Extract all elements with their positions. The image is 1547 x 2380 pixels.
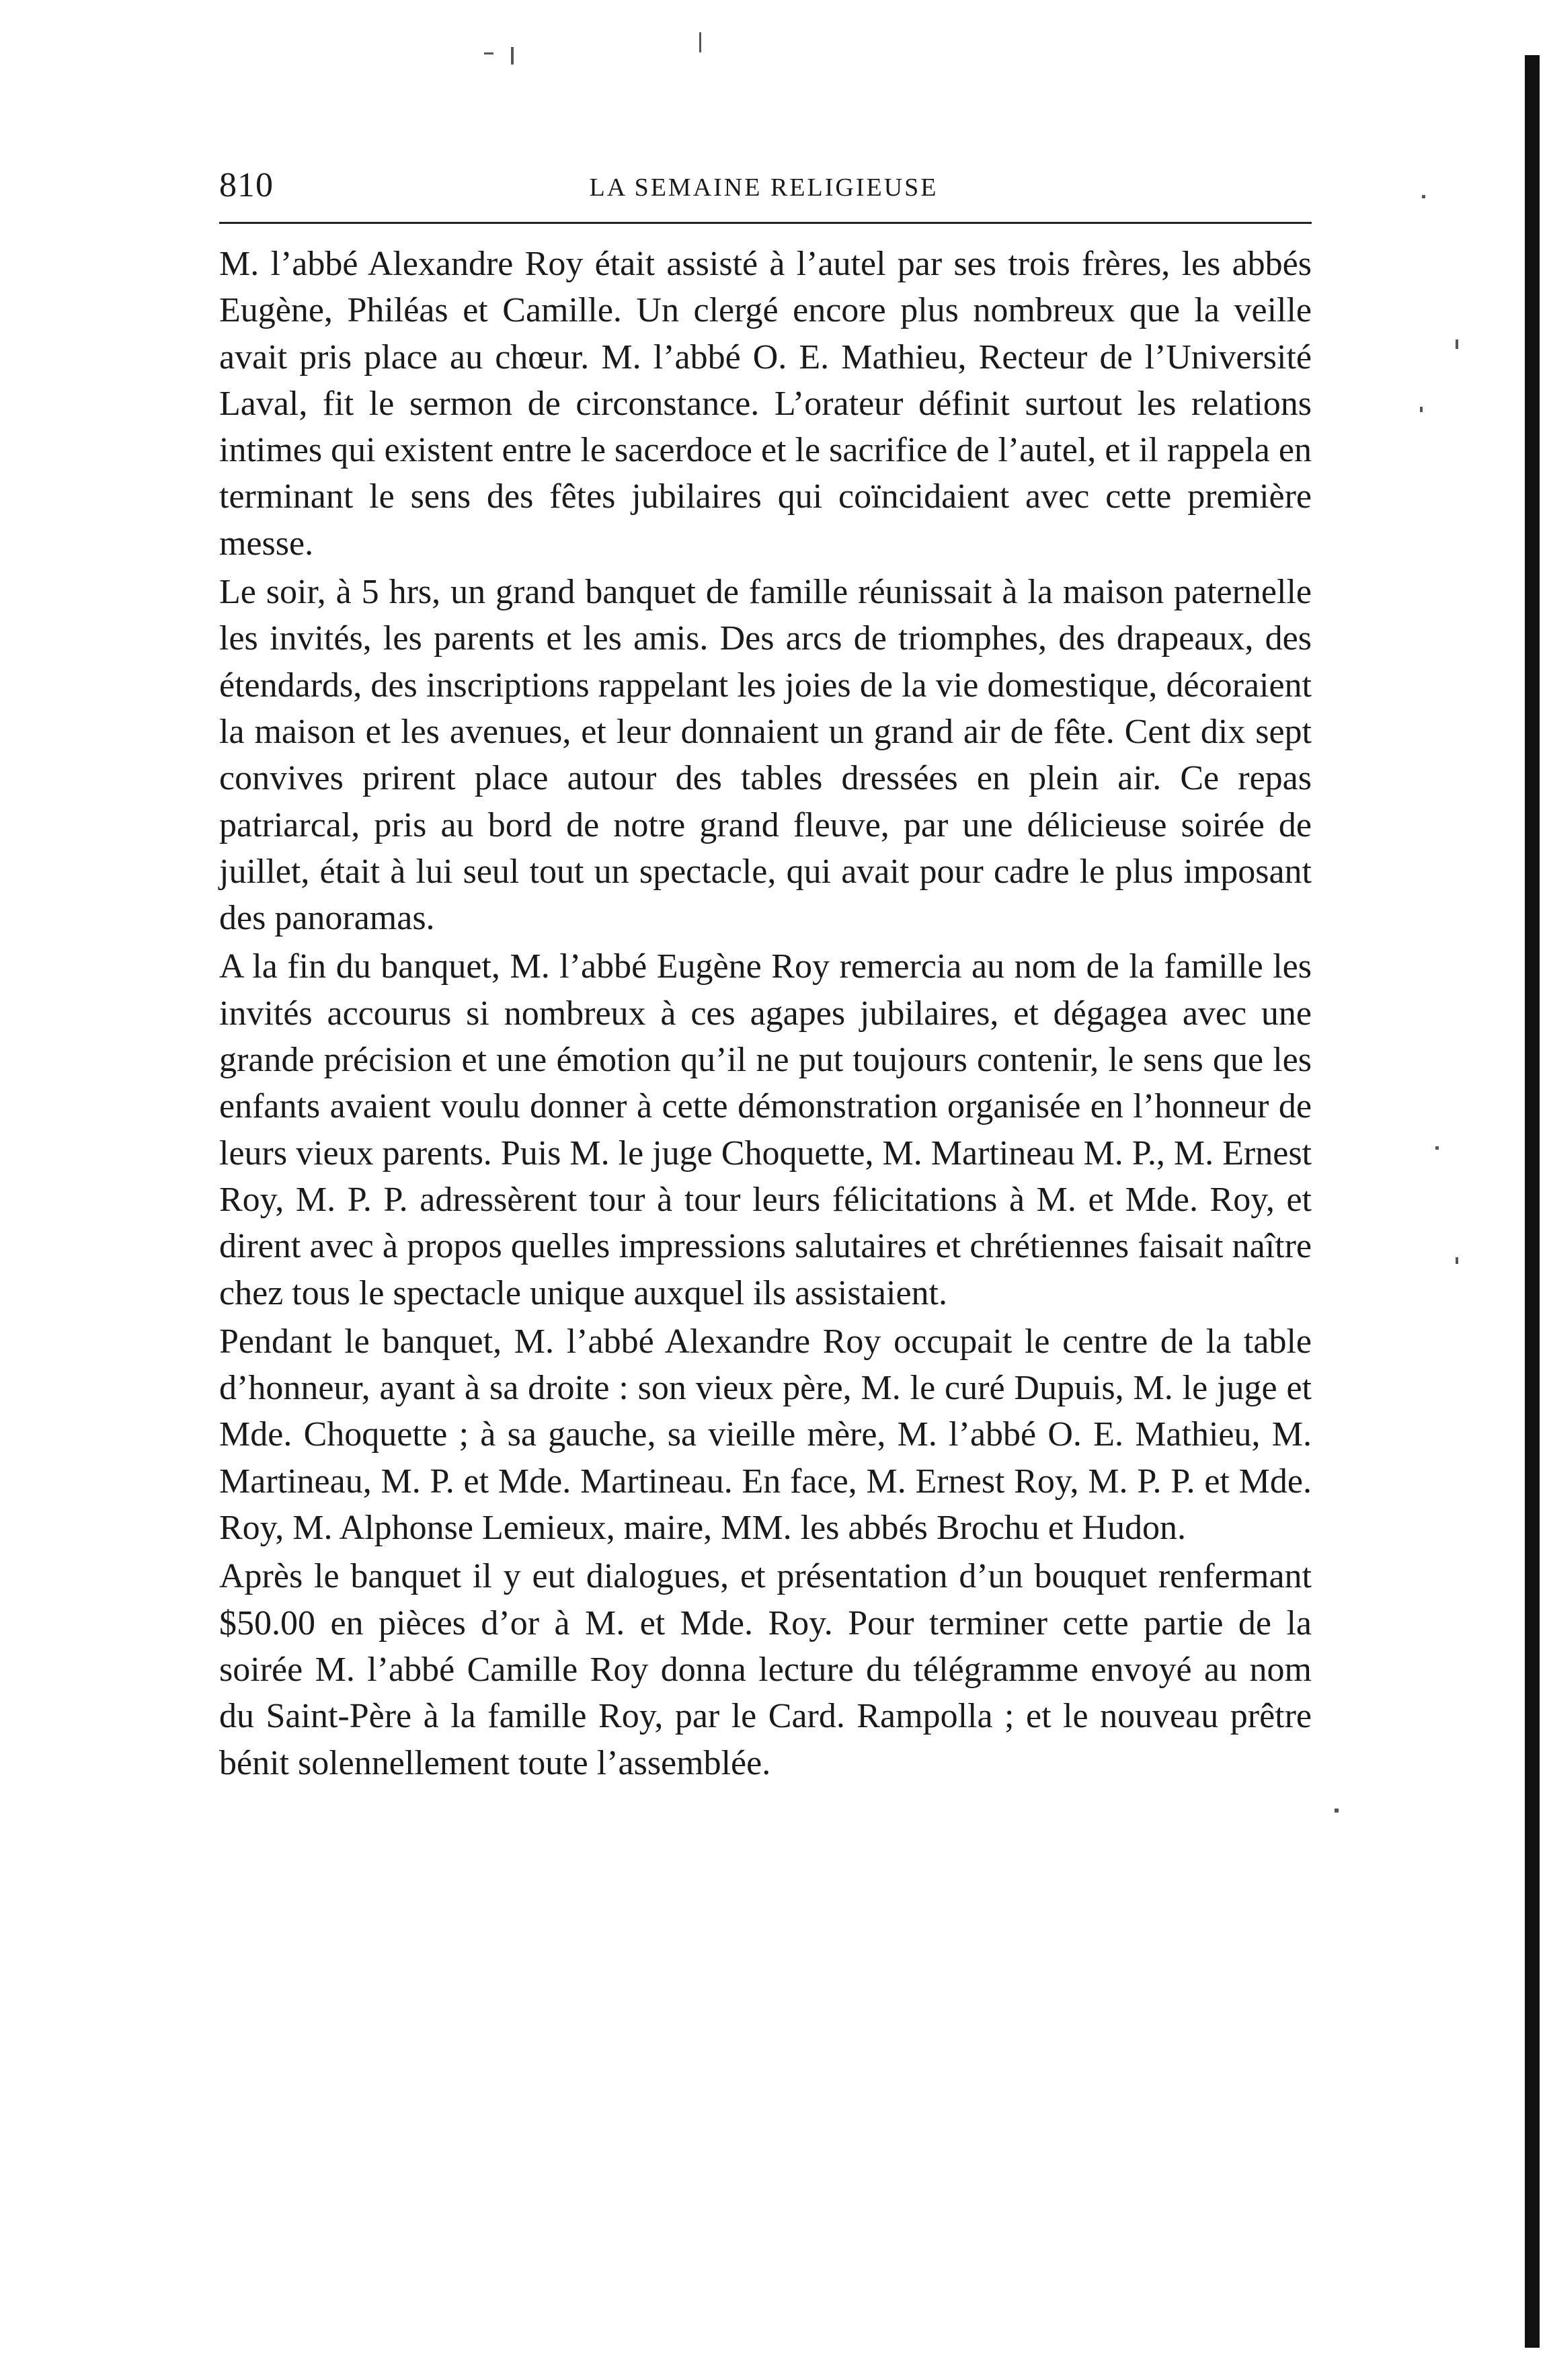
scan-speck [1420, 407, 1423, 412]
scan-speck [699, 32, 701, 52]
paragraph-bouquet-telegram: Après le banquet il y eut dialogues, et présentation d’un bouquet renfermant $50.00 en pièces d’or à M. et Mde. Roy. Pour terminer cette partie de la soirée M. l’abbé Camille Roy donna lecture du télégramme envoyé au nom du Saint-Père à la famille Roy, par le Card. Rampolla ; et le nouveau prêtre bénit solennellement toute l’assemblée. [219, 1557, 1312, 1782]
page-header [219, 165, 1308, 212]
scan-speck [1335, 1809, 1339, 1813]
paragraph-first-mass: M. l’abbé Alexandre Roy était assisté à l’autel par ses trois frères, les abbés Eugène, Philéas et Camille. Un clergé encore plus nombreux que la veille avait pris place au chœur. M. l’abbé O. E. Mathieu, Recteur de l’Université Laval, fit le sermon de circonstance. L’orateur définit surtout les relations intimes qui existent entre le sacerdoce et le sacrifice de l’autel, et il rappela en terminant le sens des fêtes jubilaires qui coïncidaient avec cette première messe. [219, 245, 1312, 563]
scan-edge-shadow [1525, 55, 1540, 2348]
paragraph-seating: Pendant le banquet, M. l’abbé Alexandre Roy occupait le centre de la table d’honneur, ayant à sa droite : son vieux père, M. le curé Dupuis, M. le juge et Mde. Choquette ; à sa gauche, sa vieille mère, M. l’abbé O. E. Mathieu, M. Martineau, M. P. et Mde. Martineau. En face, M. Ernest Roy, M. P. P. et Mde. Roy, M. Alphonse Lemieux, maire, MM. les abbés Brochu et Hudon. [219, 1322, 1312, 1548]
scan-speck [484, 52, 493, 54]
body-text [219, 241, 1312, 1786]
scan-speck [1422, 195, 1425, 198]
scan-speck [1456, 340, 1458, 349]
paragraph-evening-banquet: Le soir, à 5 hrs, un grand banquet de famille réunissait à la maison paternelle les invités, les parents et les amis. Des arcs de triomphes, des drapeaux, des étendards, des inscriptions rappelant les joies de la vie domestique, décoraient la maison et les avenues, et leur donnaient un grand air de fête. Cent dix sept convives prirent place autour des tables dressées en plein air. Ce repas patriarcal, pris au bord de notre grand fleuve, par une délicieuse soirée de juillet, était à lui seul tout un spectacle, qui avait pour cadre le plus imposant des panoramas. [219, 573, 1312, 938]
scan-speck [1435, 1146, 1439, 1150]
page-number: 810 [219, 166, 274, 204]
running-title: LA SEMAINE RELIGIEUSE [589, 173, 939, 202]
header-rule [219, 222, 1312, 224]
paragraph-thanks-speeches: A la fin du banquet, M. l’abbé Eugène Roy remercia au nom de la famille les invités accourus si nombreux à ces agapes jubilaires, et dégagea avec une grande précision et une émotion qu’il ne put toujours contenir, le sens que les enfants avaient voulu donner à cette démonstration organisée en l’honneur de leurs vieux parents. Puis M. le juge Choquette, M. Martineau M. P., M. Ernest Roy, M. P. P. adressèrent tour à tour leurs félicitations à M. et Mde. Roy, et dirent avec à propos quelles impressions salutaires et chrétiennes faisait naître chez tous le spectacle unique auxquel ils assistaient. [219, 947, 1312, 1312]
scan-speck [511, 47, 514, 65]
scan-speck [1456, 1257, 1458, 1264]
